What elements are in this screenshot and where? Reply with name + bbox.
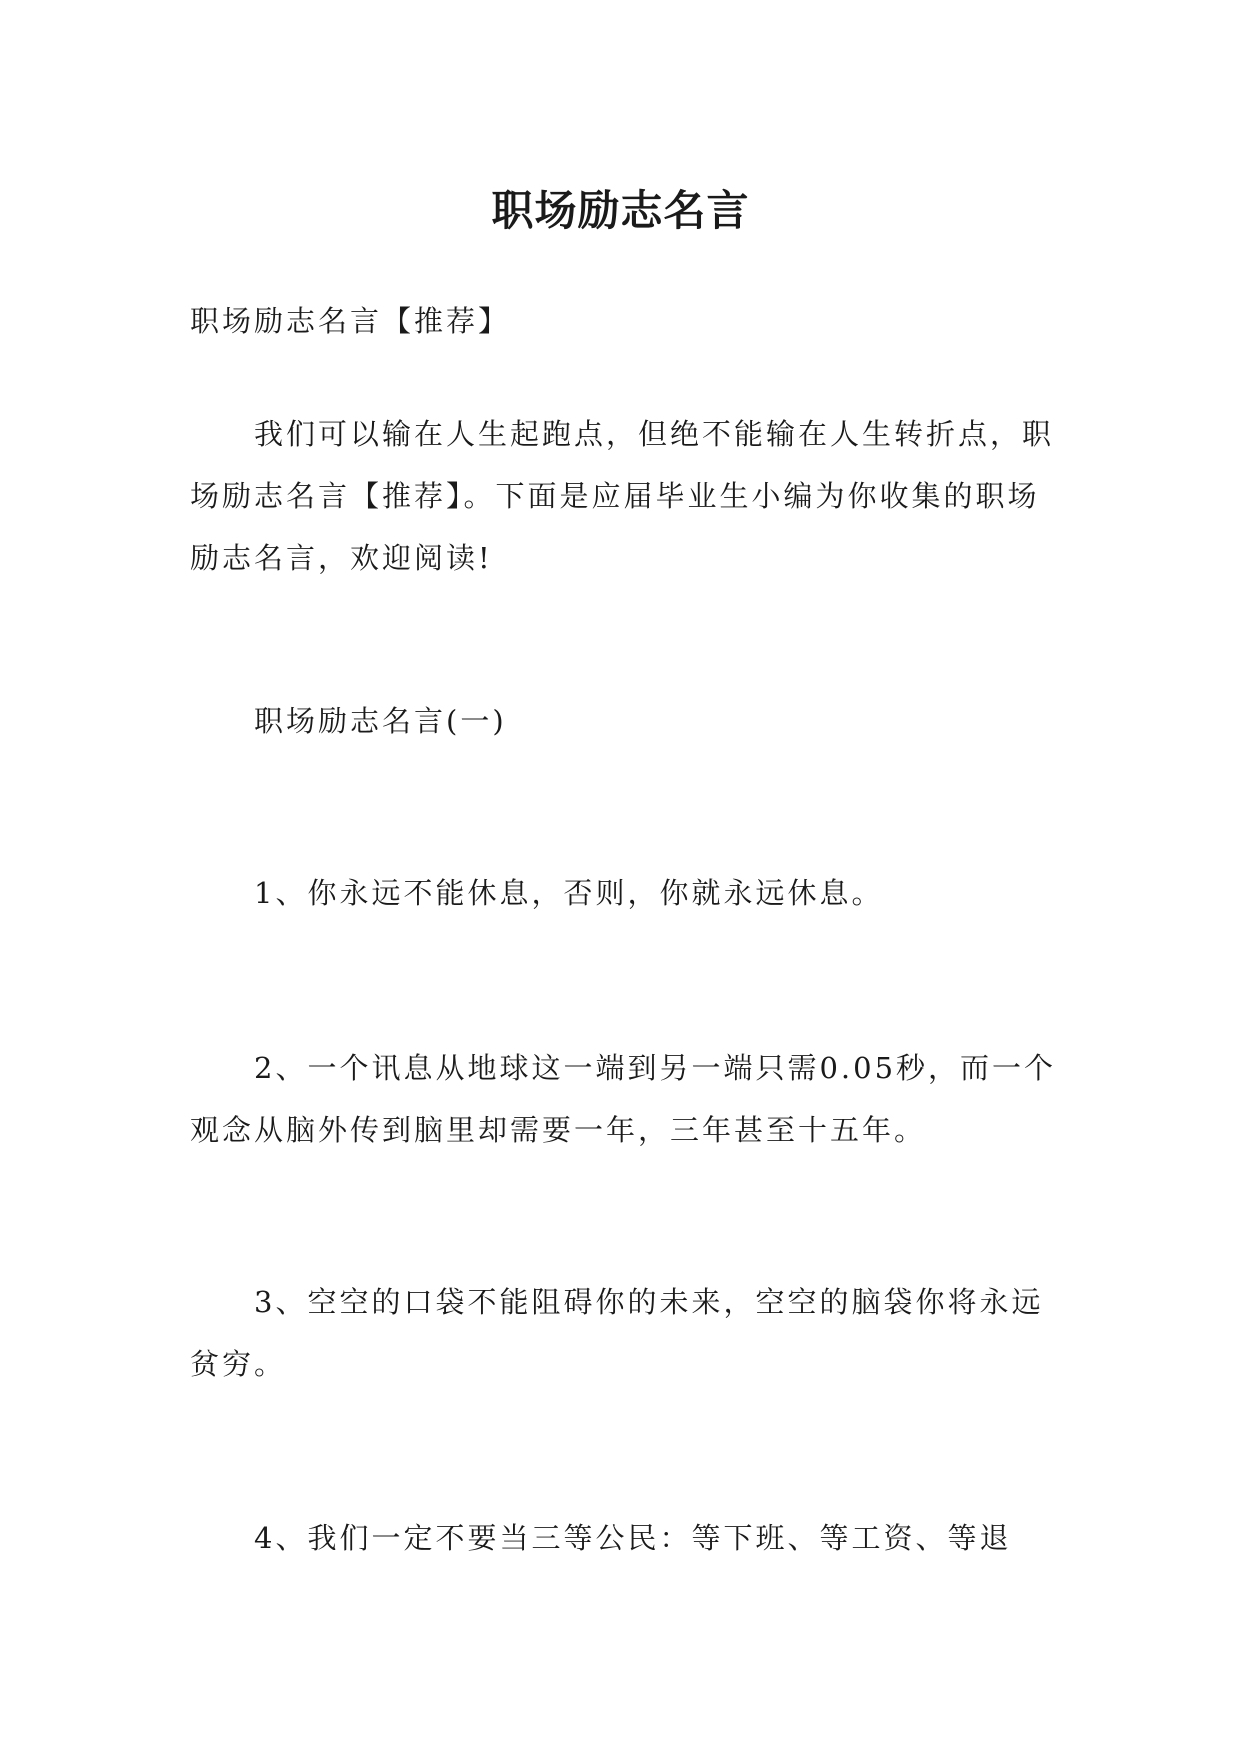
quote-item: 1、你永远不能休息，否则，你就永远休息。 (254, 876, 884, 910)
document-subtitle: 职场励志名言【推荐】 (190, 304, 511, 338)
document-title: 职场励志名言 (491, 186, 750, 236)
quote-item: 2、一个讯息从地球这一端到另一端只需0.05秒，而一个观念从脑外传到脑里却需要一年，三年甚至十五年。 (190, 1051, 1057, 1147)
quote-item: 3、空空的口袋不能阻碍你的未来，空空的脑袋你将永远贫穷。 (190, 1285, 1044, 1381)
section-heading: 职场励志名言(一) (254, 704, 507, 738)
intro-paragraph: 我们可以输在人生起跑点，但绝不能输在人生转折点，职场励志名言【推荐】。下面是应届毕业生小编为你收集的职场励志名言，欢迎阅读! (190, 417, 1055, 575)
quote-item: 4、我们一定不要当三等公民：等下班、等工资、等退 (254, 1521, 1012, 1555)
